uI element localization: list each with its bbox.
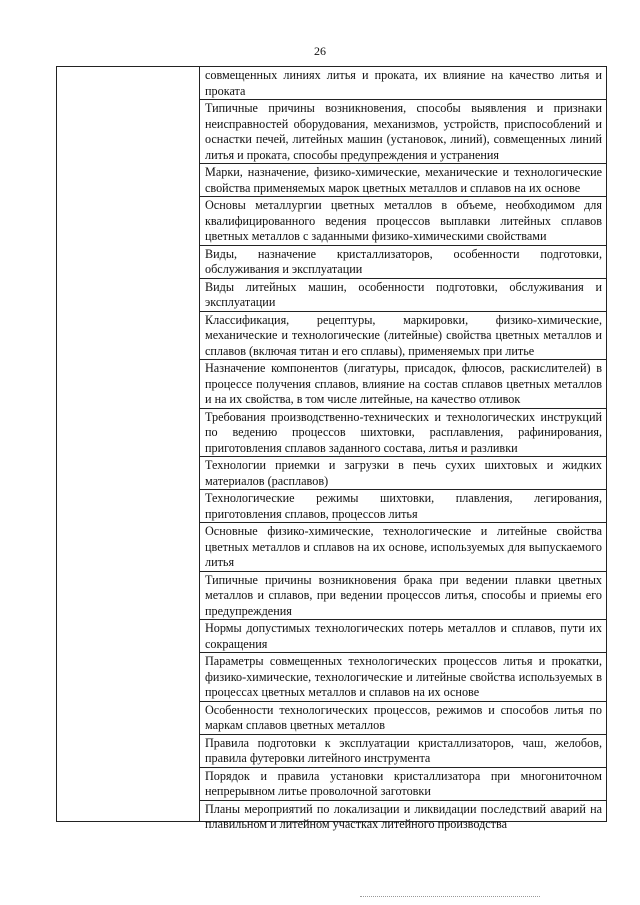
empty-left-column [57, 67, 200, 821]
table-row: Основы металлургии цветных металлов в объеме, необходимом для квалифицированного ведения процессов выплавки литейных сплавов цветных металлов с заданными физико-химическими свойствами [200, 197, 606, 246]
table-row: Нормы допустимых технологических потерь металлов и сплавов, пути их сокращения [200, 620, 606, 653]
table-row: Виды, назначение кристаллизаторов, особенности подготовки, обслуживания и эксплуатации [200, 246, 606, 279]
table-row: Марки, назначение, физико-химические, механические и технологические свойства применяемых марок цветных металлов и сплавов на их основе [200, 164, 606, 197]
table-row: Правила подготовки к эксплуатации кристаллизаторов, чаш, желобов, правила футеровки литейного инструмента [200, 735, 606, 768]
table-row: Типичные причины возникновения, способы выявления и признаки неисправностей оборудования, механизмов, устройств, приспособлений и оснастки печей, литейных машин (установок, линий), совмещенных линий литья и проката, способы предупреждения и устранения [200, 100, 606, 164]
table-row: Параметры совмещенных технологических процессов литья и прокатки, физико-химические, технологические и литейные свойства используемых в процессах цветных металлов и сплавов на их основе [200, 653, 606, 702]
table-row: Планы мероприятий по локализации и ликвидации последствий аварий на плавильном и литейном участках литейного производства [205, 801, 602, 831]
table-row: Особенности технологических процессов, режимов и способов литья по маркам сплавов цветных металлов [200, 702, 606, 735]
table-row: Классификация, рецептуры, маркировки, физико-химические, механические и технологические (литейные) свойства цветных металлов и сплавов (включая титан и его сплавы), применяемых при литье [200, 312, 606, 361]
knowledge-table [56, 66, 607, 831]
table-row: Виды литейных машин, особенности подготовки, обслуживания и эксплуатации [200, 279, 606, 312]
bottom-edge-mark [360, 896, 540, 905]
table-row: Основные физико-химические, технологические и литейные свойства цветных металлов и сплавов на их основе, используемых для выпускаемого литья [200, 523, 606, 572]
table-row: совмещенных линиях литья и проката, их влияние на качество литья и проката [200, 67, 606, 100]
table-row: Технологии приемки и загрузки в печь сухих шихтовых и жидких материалов (расплавов) [200, 457, 606, 490]
table-row: Типичные причины возникновения брака при ведении плавки цветных металлов и сплавов, при ведении процессов литья, способы и приемы его предупреждения [200, 572, 606, 621]
table-row: Порядок и правила установки кристаллизатора при многониточном непрерывном литье проволочной заготовки [200, 768, 606, 801]
table-row: Технологические режимы шихтовки, плавления, легирования, приготовления сплавов, процессов литья [200, 490, 606, 523]
table-row: Требования производственно-технических и технологических инструкций по ведению процессов шихтовки, расплавления, рафинирования, приготовления сплавов заданного состава, литья и разливки [200, 409, 606, 458]
requirements-column [200, 67, 606, 831]
page-number: 26 [314, 44, 326, 58]
table-row: Назначение компонентов (лигатуры, присадок, флюсов, раскислителей) в процессе получения сплавов, влияние на состав сплавов цветных металлов и на их свойства, в том числе литейные, на качество отливок [200, 360, 606, 409]
